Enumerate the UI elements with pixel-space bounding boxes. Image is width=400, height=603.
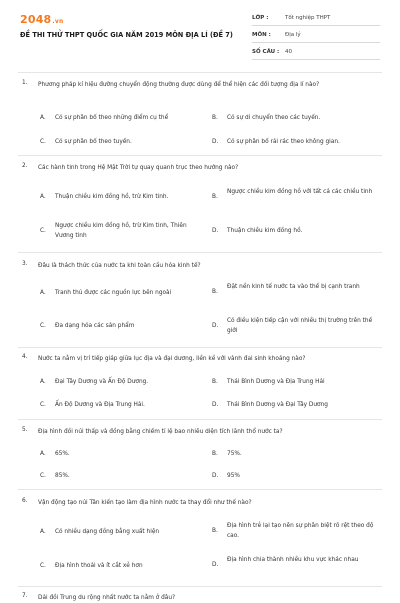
option-text: Ấn Độ Dương và Địa Trung Hải. <box>55 402 145 408</box>
option-letter: B. <box>212 115 218 121</box>
option-letter: B. <box>212 289 218 295</box>
option-text: Đa dạng hóa các sản phẩm <box>55 323 135 329</box>
option-letter: C. <box>40 323 46 329</box>
info-row-question-count <box>252 48 380 60</box>
exam-title: ĐỀ THI THỬ THPT QUỐC GIA NĂM 2019 MÔN ĐỊA LÍ (ĐỀ 7) <box>20 31 233 39</box>
option-letter: B. <box>212 528 218 534</box>
logo-suffix: .vn <box>52 18 64 25</box>
option-text: 75%. <box>227 451 242 457</box>
divider <box>18 347 382 348</box>
info-value: 40 <box>285 49 292 55</box>
info-row-class <box>252 14 380 26</box>
question-number: 2. <box>22 163 28 169</box>
divider <box>18 252 382 253</box>
option-text: Địa hình chia thành nhiều khu vực khác nhau <box>227 557 359 563</box>
option-letter: D. <box>212 562 219 568</box>
question-text: Đâu là thách thức của nước ta khi toàn cầu hóa kinh tế? <box>38 263 201 269</box>
question-number: 4. <box>22 354 28 360</box>
option-letter: D. <box>212 323 219 329</box>
info-value: Địa lý <box>285 32 301 38</box>
option-letter: A. <box>40 290 46 296</box>
option-text: Thái Bình Dương và Đại Tây Dương <box>227 402 328 408</box>
option-text: Đặt nền kinh tế nước ta vào thế bị cạnh tranh <box>227 284 360 290</box>
question-number: 1. <box>22 80 28 86</box>
option-text: Địa hình thoải và ít cắt xẻ hơn <box>55 563 143 569</box>
option-letter: B. <box>212 194 218 200</box>
info-label: LỚP : <box>252 15 269 21</box>
option-letter: C. <box>40 228 46 234</box>
option-text: Địa hình trẻ lại tạo nên sự phân biệt rõ rệt theo độ cao. <box>227 523 374 539</box>
question-number: 3. <box>22 261 28 267</box>
divider <box>18 586 382 587</box>
option-text: Đại Tây Dương và Ấn Độ Dương. <box>55 379 149 385</box>
info-row-subject <box>252 31 380 43</box>
option-letter: D. <box>212 228 219 234</box>
option-text: Thái Bình Dương và Địa Trung Hải <box>227 379 325 385</box>
option-letter: C. <box>40 139 46 145</box>
divider <box>18 489 382 490</box>
option-text: 95% <box>227 473 240 479</box>
site-logo[interactable] <box>20 13 63 26</box>
question-text: Các hành tinh trong Hệ Mặt Trời tự quay quanh trục theo hướng nào? <box>38 165 239 171</box>
option-letter: D. <box>212 473 219 479</box>
option-text: Có điều kiện tiếp cận với nhiều thị trường trên thế giới <box>227 318 373 334</box>
question-number: 6. <box>22 498 28 504</box>
exam-info <box>252 14 380 65</box>
option-letter: D. <box>212 402 219 408</box>
option-text: Thuận chiều kim đồng hồ. <box>227 228 303 234</box>
option-text: Có sự phân bố theo những điểm cụ thể <box>55 115 169 121</box>
option-letter: A. <box>40 115 46 121</box>
option-letter: D. <box>212 139 219 145</box>
divider <box>18 155 382 156</box>
option-letter: B. <box>212 451 218 457</box>
option-letter: A. <box>40 529 46 535</box>
option-text: Ngược chiều kim đồng hồ với tất cả các chiều tinh <box>227 189 373 195</box>
logo-text: 2048 <box>20 13 52 26</box>
question-text: Nước ta nằm vị trí tiếp giáp giữa lục địa và đại dương, liền kề với vành đai sinh khoáng nào? <box>38 356 306 362</box>
option-text: 85%. <box>55 473 70 479</box>
question-number: 7. <box>22 593 28 599</box>
divider <box>18 419 382 420</box>
option-text: Ngược chiều kim đồng hồ, trừ Kim tinh, Thiên Vương tinh <box>55 223 187 239</box>
option-text: Có sự di chuyển theo các tuyến. <box>227 115 321 121</box>
question-text: Dải đồi Trung du rộng nhất nước ta nằm ở đâu? <box>38 595 176 601</box>
question-text: Phương pháp kí hiệu đường chuyển động thường được dùng để thể hiện các đối tượng địa lí nào? <box>38 82 320 88</box>
question-text: Địa hình đồi núi thấp và đồng bằng chiếm tỉ lệ bao nhiêu diện tích lãnh thổ nước ta? <box>38 429 283 435</box>
option-letter: A. <box>40 451 46 457</box>
option-letter: C. <box>40 563 46 569</box>
option-text: 65%. <box>55 451 70 457</box>
info-label: MÔN : <box>252 32 271 38</box>
option-text: Thuận chiều kim đồng hồ, trừ Kim tinh. <box>55 194 169 200</box>
option-letter: B. <box>212 379 218 385</box>
option-letter: A. <box>40 379 46 385</box>
option-letter: A. <box>40 194 46 200</box>
info-value: Tốt nghiệp THPT <box>285 15 331 21</box>
info-label: SỐ CÂU : <box>252 49 280 55</box>
option-text: Có sự phân bố rải rác theo không gian. <box>227 139 340 145</box>
divider <box>18 72 382 73</box>
option-text: Có sự phân bố theo tuyến. <box>55 139 132 145</box>
option-letter: C. <box>40 402 46 408</box>
question-number: 5. <box>22 427 28 433</box>
exam-header <box>0 0 400 70</box>
option-letter: C. <box>40 473 46 479</box>
question-text: Vận động tạo núi Tân kiến tạo làm địa hình nước ta thay đổi như thế nào? <box>38 500 252 506</box>
option-text: Có nhiều dạng đồng bằng xuất hiện <box>55 529 160 535</box>
option-text: Tranh thủ được các nguồn lực bên ngoài <box>55 290 172 296</box>
